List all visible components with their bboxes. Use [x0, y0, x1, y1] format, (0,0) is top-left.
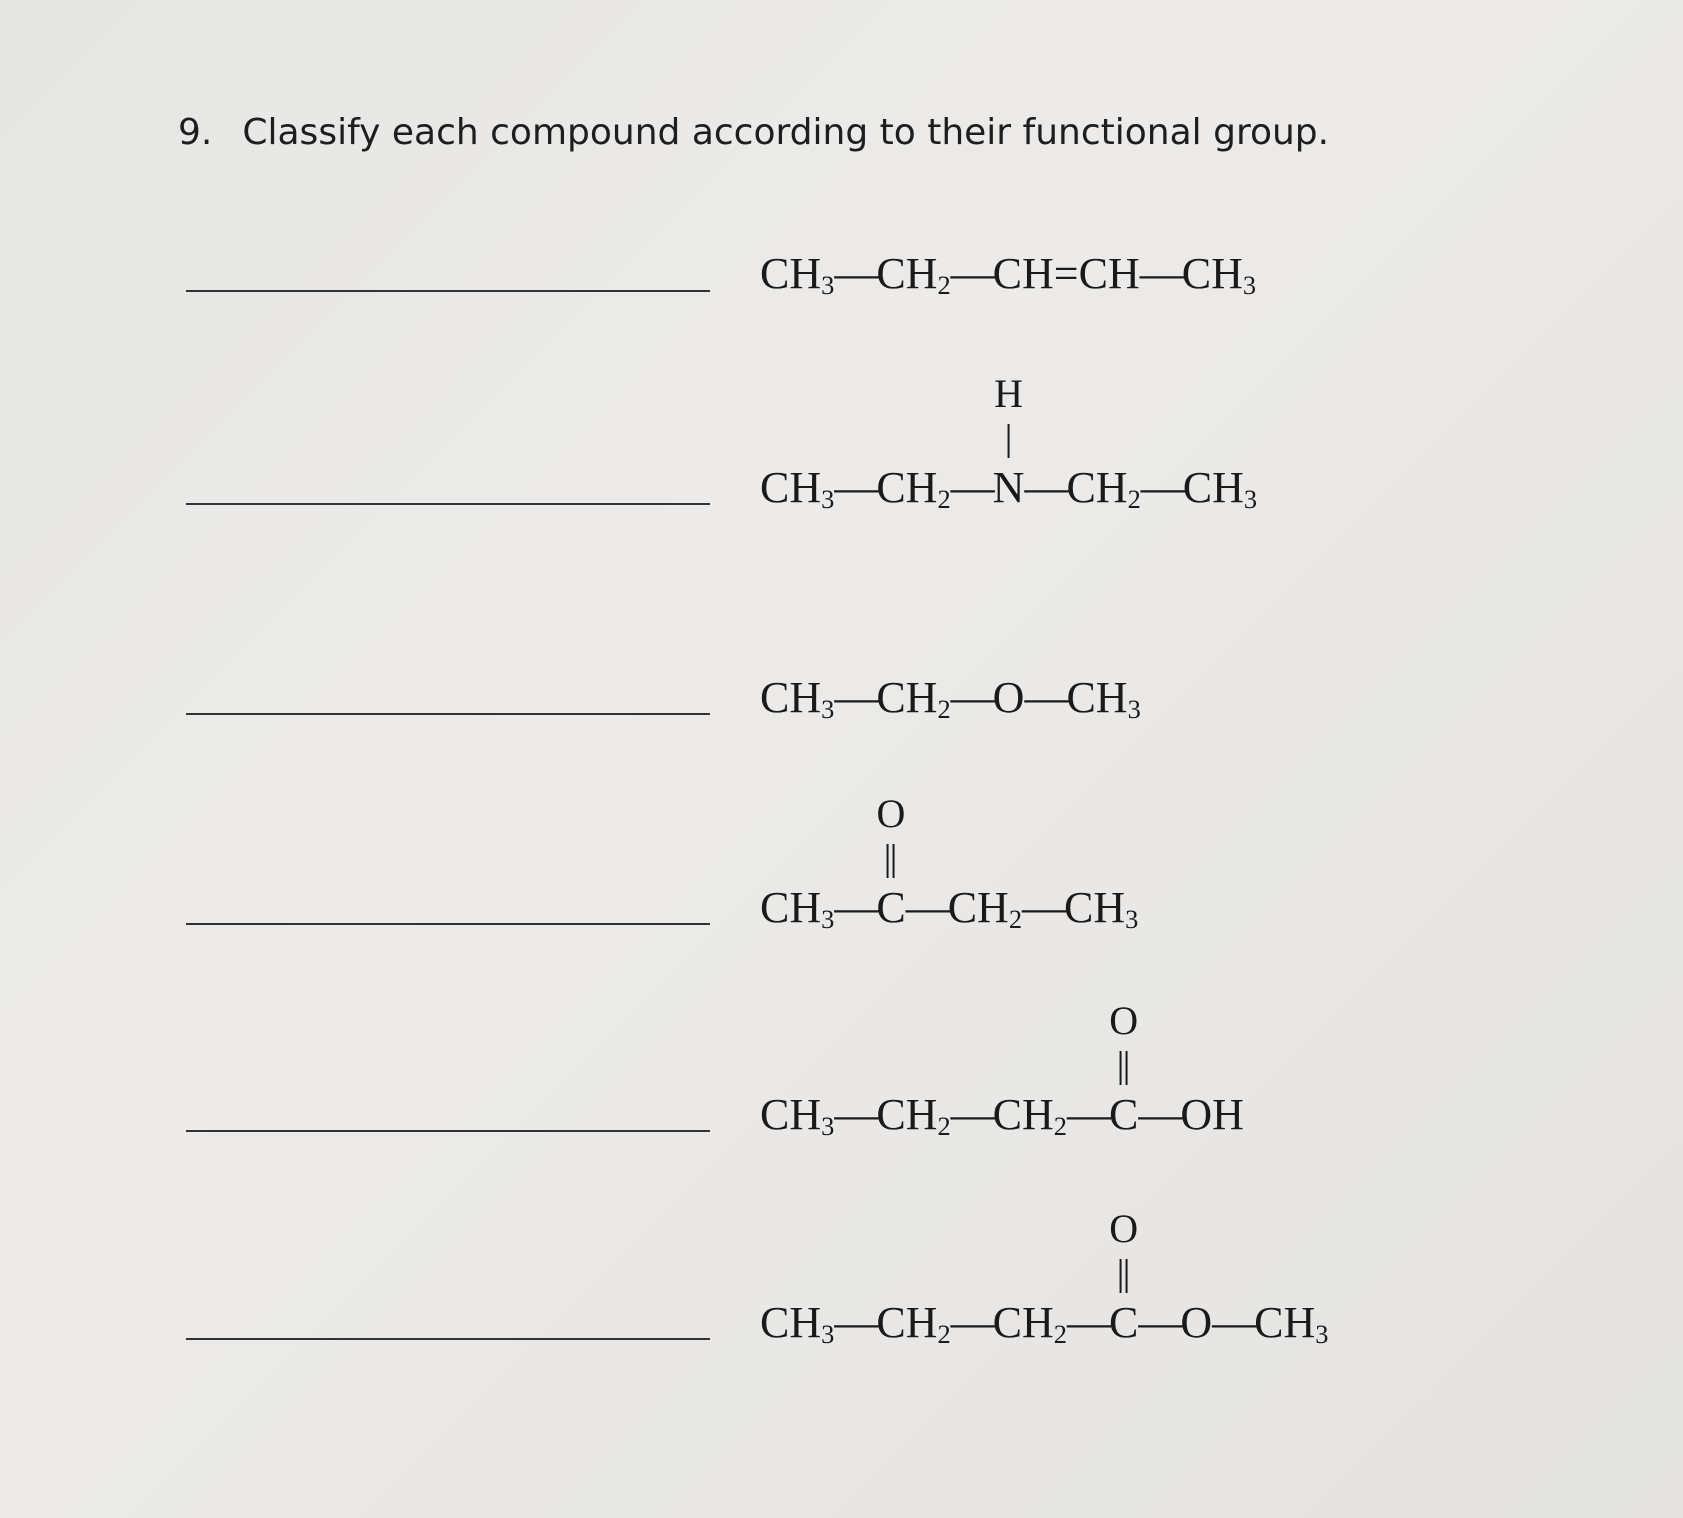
substituent: O — [1109, 1209, 1138, 1293]
compound-6-text: $CH_3—CH_2—CH_2—C$ O $—O—CH_3$ — [760, 1206, 1329, 1349]
compound-3-text: $CH_3—CH_2—O—CH_3$ — [760, 673, 1141, 724]
substituent: H — [994, 374, 1023, 458]
substituent: O — [877, 794, 906, 878]
question-prompt — [178, 112, 1329, 153]
answer-blank-4[interactable] — [186, 923, 710, 925]
answer-blank-2[interactable] — [186, 503, 710, 505]
compound-4-text: $CH_3—C$ O $—CH_2—CH_3$ — [760, 791, 1139, 934]
question-number: 9. — [178, 112, 213, 153]
substituent: O — [1109, 1001, 1138, 1085]
question-text: Classify each compound according to their functional group. — [242, 112, 1330, 153]
anchor-atom: C O — [1108, 1206, 1139, 1347]
answer-blank-1[interactable] — [186, 290, 710, 292]
compound-3-formula — [760, 673, 1141, 724]
compound-2-text: $CH_3—CH_2—N$ H $—CH_2—CH_3$ — [760, 371, 1258, 514]
compound-1-text: $CH_3—CH_2—CH=CH—CH_3$ — [760, 249, 1257, 300]
compound-5-formula — [760, 998, 1244, 1141]
anchor-atom: N H — [992, 371, 1025, 512]
answer-blank-3[interactable] — [186, 713, 710, 715]
answer-blank-5[interactable] — [186, 1130, 710, 1132]
anchor-atom: C O — [876, 791, 906, 932]
compound-6-formula — [760, 1206, 1329, 1349]
compound-5-text: $CH_3—CH_2—CH_2—C$ O —OH — [760, 998, 1244, 1141]
answer-blank-6[interactable] — [186, 1338, 710, 1340]
compound-2-formula — [760, 371, 1258, 514]
compound-1-formula — [760, 249, 1257, 300]
anchor-atom: C O — [1108, 998, 1139, 1139]
compound-4-formula — [760, 791, 1139, 934]
